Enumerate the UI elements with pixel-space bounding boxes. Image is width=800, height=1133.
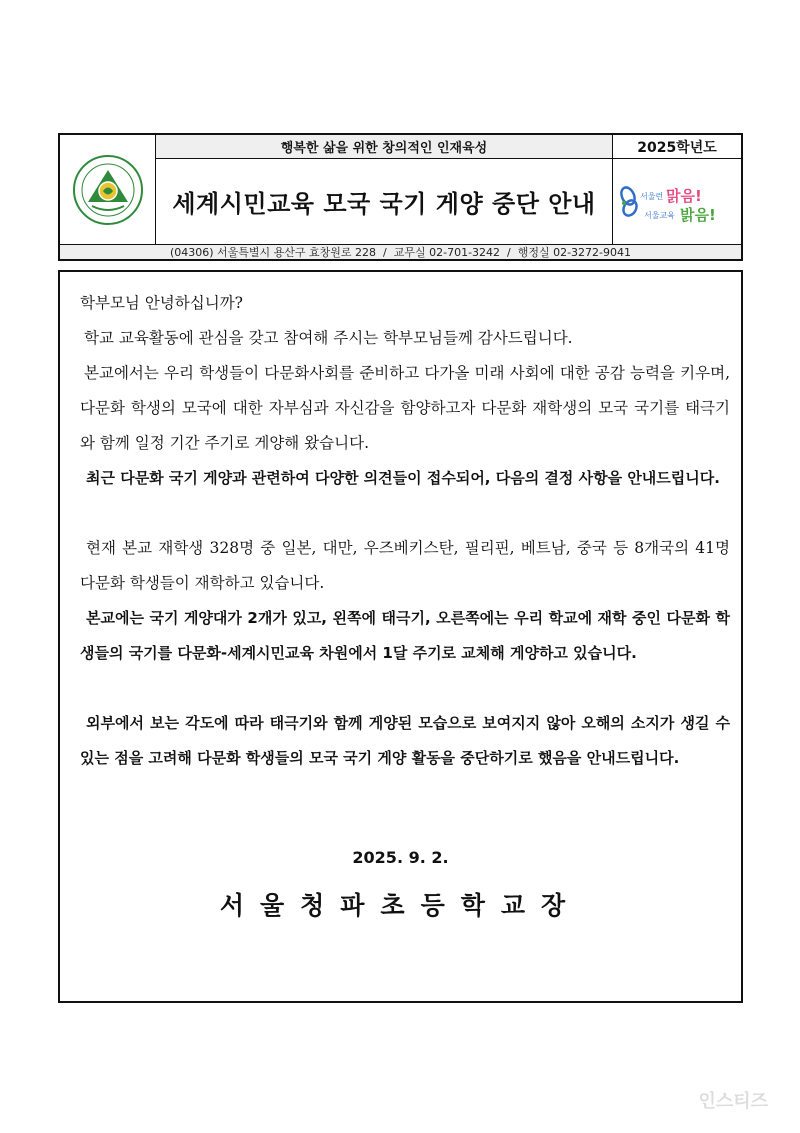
- address-line: (04306) 서울특별시 용산구 효창원로 228 / 교무실 02-701-3242 / 행정실 02-3272-9041: [169, 246, 632, 259]
- page-title: 세계시민교육 모국 국기 게양 중단 안내: [156, 159, 613, 244]
- enrollment-paragraph: 현재 본교 재학생 328명 중 일본, 대만, 우즈베키스탄, 필리핀, 베트남, 중국 등 8개국의 41명 다문화 학생들이 재학하고 있습니다.: [80, 539, 730, 592]
- thanks-paragraph: 학교 교육활동에 관심을 갖고 참여해 주시는 학부모님들께 감사드립니다.: [84, 329, 573, 347]
- school-motto: 행복한 삶을 위한 창의적인 인재육성: [156, 135, 613, 159]
- flagpole-paragraph: 본교에는 국기 게양대가 2개가 있고, 왼쪽에 태극기, 오른쪽에는 우리 학교에 재학 중인 다문화 학생들의 국기를 다문화-세계시민교육 차원에서 1달 주기로 교체해 게양하고 있습니다.: [80, 609, 730, 662]
- background-paragraph: 본교에서는 우리 학생들이 다문화사회를 준비하고 다가올 미래 사회에 대한 공감 능력을 키우며, 다문화 학생의 모국에 대한 자부심과 자신감을 함양하고자 다문화 재학생의 모국 국기를 태극기와 함께 일정 기간 주기로 게양해 왔습니다.: [80, 364, 730, 452]
- school-emblem-icon: [72, 154, 144, 226]
- education-slogan-logo: [613, 159, 741, 244]
- notice-body: [58, 270, 743, 1003]
- svg-text:서울런: 서울런: [640, 191, 664, 201]
- site-watermark: 인스티즈: [698, 1091, 768, 1112]
- letterhead-table: [58, 133, 743, 261]
- greeting: 학부모님 안녕하십니까?: [80, 294, 243, 312]
- clover-icon: [619, 185, 639, 218]
- svg-text:밝음!: 밝음!: [680, 205, 716, 224]
- svg-text:맑음!: 맑음!: [666, 186, 702, 205]
- school-year: 2025학년도: [613, 135, 741, 159]
- svg-text:서울교육: 서울교육: [644, 210, 675, 220]
- notice-date: 2025. 9. 2.: [352, 848, 449, 867]
- school-address: [60, 244, 741, 259]
- decision-intro-paragraph: 최근 다문화 국기 게양과 관련하여 다양한 의견들이 접수되어, 다음의 결정 사항을 안내드립니다.: [86, 469, 720, 487]
- signer-name: 서울청파초등학교장: [219, 891, 582, 920]
- school-emblem-cell: [60, 135, 156, 244]
- suspension-paragraph: 외부에서 보는 각도에 따라 태극기와 함께 게양된 모습으로 보여지지 않아 오해의 소지가 생길 수 있는 점을 고려해 다문화 학생들의 모국 국기 게양 활동을 중단하기로 했음을 안내드립니다.: [80, 714, 730, 767]
